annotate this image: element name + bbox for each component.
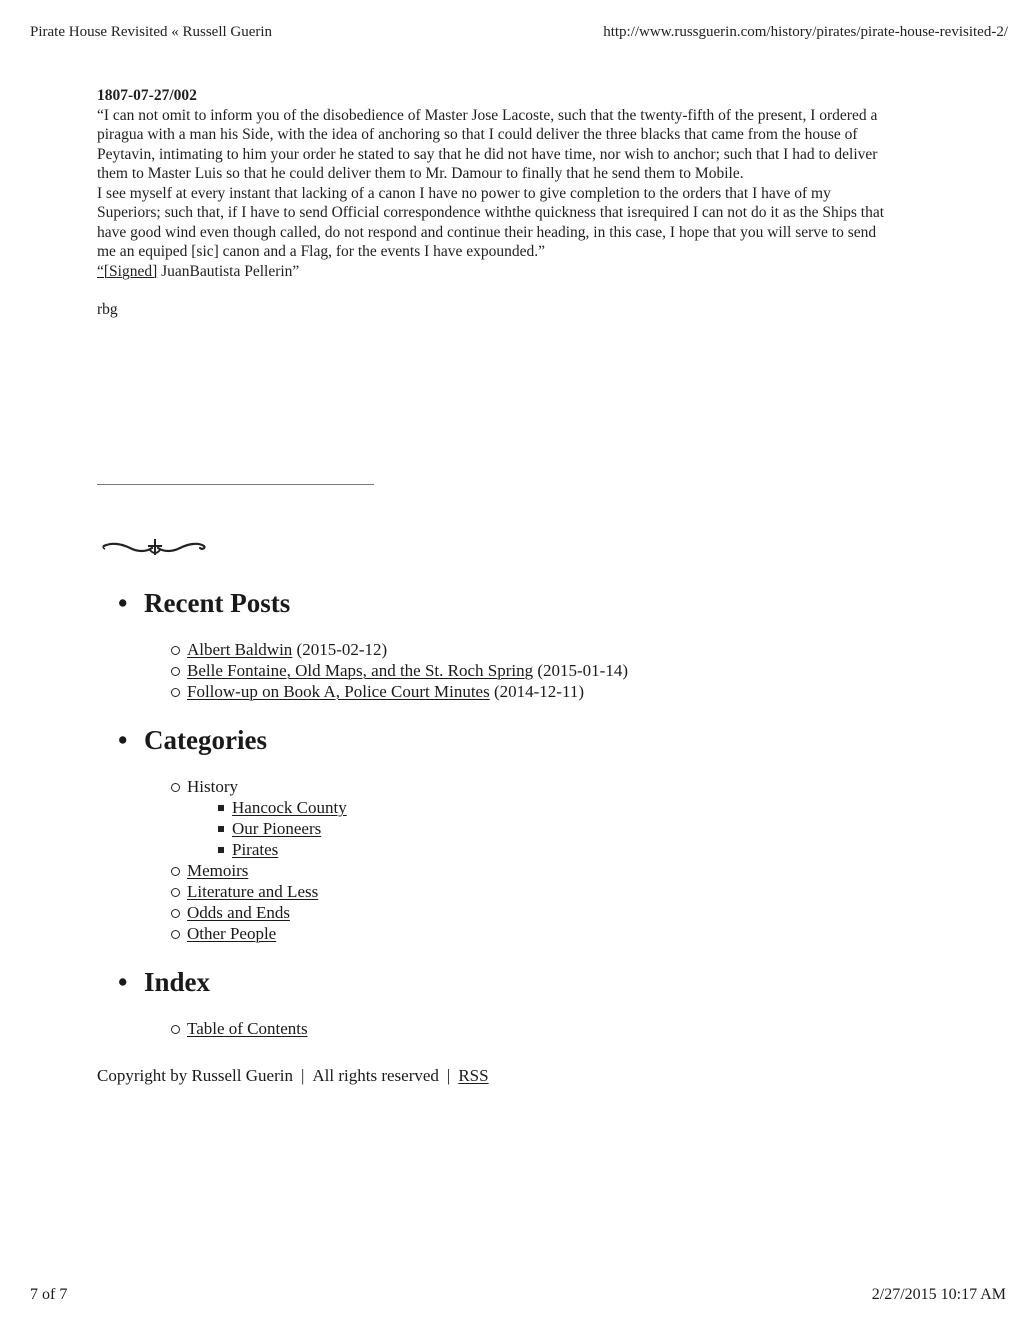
list-item [128, 639, 828, 660]
categories-list [128, 776, 828, 944]
recent-post-link-follow-up-book-a[interactable]: Follow-up on Book A, Police Court Minutes [187, 682, 490, 701]
post-line-8: me an equiped [sic] canon and a Flag, for the events I have expounded.” [97, 243, 546, 260]
post-line-7: have good wind even though called, do not respond and continue their heading, in this case, I hope that you will serve to send [97, 223, 877, 241]
copyright-text: Copyright by Russell Guerin [97, 1066, 293, 1085]
list-item [128, 860, 828, 881]
bullet-dot-icon: • [118, 588, 128, 618]
circle-bullet-icon [171, 888, 180, 897]
signed-label: “[Signed] [97, 262, 158, 280]
circle-bullet-icon [171, 867, 180, 876]
recent-post-date: (2015-01-14) [533, 661, 629, 680]
list-item [128, 902, 828, 923]
category-link-other-people[interactable]: Other People [187, 924, 277, 943]
recent-post-link-albert-baldwin[interactable]: Albert Baldwin [187, 640, 293, 659]
category-history: History [187, 777, 238, 796]
post-line-3: Peytavin, intimating to him your order he stated to say that he did not have time, nor wish to anchor; such that I had to deliver [97, 145, 878, 163]
print-header-title: Pirate House Revisited « Russell Guerin [30, 24, 273, 40]
category-link-pirates[interactable]: Pirates [232, 840, 279, 859]
circle-bullet-icon [171, 688, 180, 697]
list-item [128, 1018, 828, 1039]
category-link-literature-and-less[interactable]: Literature and Less [187, 882, 319, 901]
widget-categories [118, 723, 828, 944]
circle-bullet-icon [171, 783, 180, 792]
post-line-1: “I can not omit to inform you of the disobedience of Master Jose Lacoste, such that the twenty-fifth of the present, I ordered a [97, 106, 878, 124]
rss-link[interactable]: RSS [458, 1066, 489, 1085]
site-footer [97, 1066, 489, 1086]
list-item [128, 818, 828, 839]
print-page-number: 7 of 7 [30, 1286, 68, 1303]
square-bullet-icon [218, 847, 224, 853]
post-line-4: them to Master Luis so that he could deliver them to Mr. Damour to finally that he send them to Mobile. [97, 165, 744, 182]
list-item [128, 776, 828, 797]
circle-bullet-icon [171, 646, 180, 655]
post-line-5: I see myself at every instant that lacking of a canon I have no power to give completion to the orders that I have of my [97, 184, 831, 202]
post-line-6: Superiors; such that, if I have to send Official correspondence withthe quickness that isrequired I can not do it as the Ships that [97, 204, 885, 221]
widget-index [118, 965, 828, 1039]
category-link-memoirs[interactable]: Memoirs [187, 861, 249, 880]
recent-post-link-belle-fontaine[interactable]: Belle Fontaine, Old Maps, and the St. Roch Spring [187, 661, 534, 680]
widget-recent-posts [118, 586, 828, 702]
bullet-dot-icon: • [118, 725, 128, 755]
circle-bullet-icon [171, 1025, 180, 1034]
circle-bullet-icon [171, 667, 180, 676]
signature-line [97, 262, 939, 282]
print-datetime: 2/27/2015 10:17 AM [871, 1286, 1006, 1303]
bullet-dot-icon: • [118, 967, 128, 997]
flourish-ornament-icon [100, 536, 210, 560]
post-id: 1807-07-27/002 [97, 87, 197, 104]
category-link-odds-and-ends[interactable]: Odds and Ends [187, 903, 290, 922]
author-initials: rbg [97, 301, 118, 318]
post-content [97, 86, 939, 281]
index-list [128, 1018, 828, 1039]
recent-post-date: (2014-12-11) [489, 682, 584, 701]
recent-post-date: (2015-02-12) [292, 640, 388, 659]
circle-bullet-icon [171, 930, 180, 939]
recent-posts-heading: • Recent Posts [118, 588, 291, 618]
post-line-2: piragua with a man his Side, with the idea of anchoring so that I could deliver the three blacks that came from the house of [97, 126, 858, 143]
category-link-our-pioneers[interactable]: Our Pioneers [232, 819, 322, 838]
list-item [128, 797, 828, 818]
category-link-hancock-county[interactable]: Hancock County [232, 798, 347, 817]
content-divider [97, 484, 374, 485]
index-heading: • Index [118, 967, 211, 997]
rights-text: All rights reserved [312, 1066, 439, 1085]
list-item [128, 660, 828, 681]
list-item [128, 923, 828, 944]
list-item [128, 881, 828, 902]
footer-separator: | [446, 1066, 451, 1085]
print-header-url: http://www.russguerin.com/history/pirates/pirate-house-revisited-2/ [603, 24, 1008, 40]
signature-name: JuanBautista Pellerin” [157, 262, 300, 280]
square-bullet-icon [218, 805, 224, 811]
index-link-table-of-contents[interactable]: Table of Contents [187, 1019, 308, 1038]
sidebar-widgets [118, 586, 828, 1039]
categories-heading: • Categories [118, 725, 267, 755]
recent-posts-list [128, 639, 828, 702]
list-item [128, 839, 828, 860]
square-bullet-icon [218, 826, 224, 832]
list-item [128, 681, 828, 702]
circle-bullet-icon [171, 909, 180, 918]
footer-separator: | [300, 1066, 305, 1085]
